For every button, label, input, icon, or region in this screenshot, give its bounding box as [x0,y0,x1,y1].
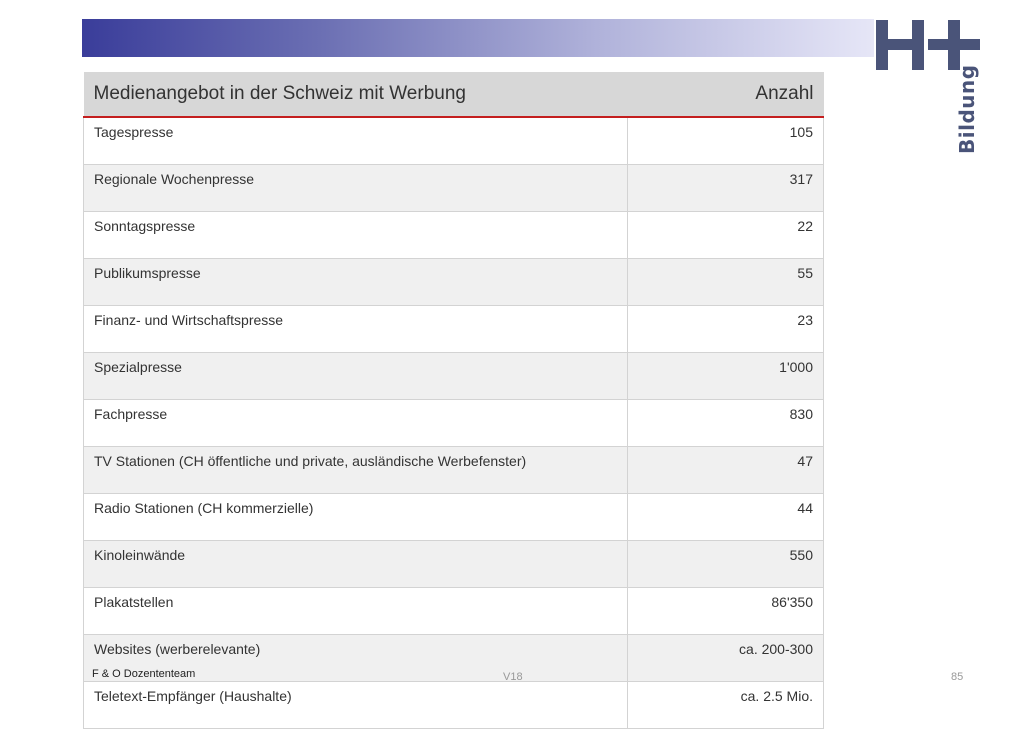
table-row [84,541,824,588]
table-row [84,447,824,494]
row-name: Websites (werberelevante) [84,635,628,682]
row-count: 317 [628,165,824,212]
row-count: 86'350 [628,588,824,635]
row-name: Spezialpresse [84,353,628,400]
row-count: 105 [628,117,824,165]
table-row [84,212,824,259]
row-name: TV Stationen (CH öffentliche und private, ausländische Werbefenster) [84,447,628,494]
row-name: Teletext-Empfänger (Haushalte) [84,682,628,729]
media-table [83,72,824,729]
row-name: Finanz- und Wirtschaftspresse [84,306,628,353]
header-gradient-bar [82,19,874,57]
row-name: Kinoleinwände [84,541,628,588]
table-row [84,588,824,635]
table-header-row [84,72,824,117]
row-name: Publikumspresse [84,259,628,306]
header-count: Anzahl [628,72,824,117]
row-count: 550 [628,541,824,588]
row-count: 1'000 [628,353,824,400]
row-count: 55 [628,259,824,306]
row-count: 830 [628,400,824,447]
table-row [84,494,824,541]
footer-version: V18 [503,671,523,683]
row-name: Fachpresse [84,400,628,447]
row-name: Plakatstellen [84,588,628,635]
footer-author: F & O Dozententeam [92,668,196,680]
row-name: Sonntagspresse [84,212,628,259]
row-count: ca. 2.5 Mio. [628,682,824,729]
row-count: 47 [628,447,824,494]
table-row [84,165,824,212]
row-count: 22 [628,212,824,259]
row-name: Tagespresse [84,117,628,165]
table-row [84,682,824,729]
table-row [84,117,824,165]
table-row [84,353,824,400]
row-name: Regionale Wochenpresse [84,165,628,212]
table-row [84,259,824,306]
logo-bildung-text: Bildung [955,64,979,154]
row-count: ca. 200-300 [628,635,824,682]
row-name: Radio Stationen (CH kommerzielle) [84,494,628,541]
header-media-offer: Medienangebot in der Schweiz mit Werbung [84,72,628,117]
page-number: 85 [951,671,964,683]
table-row [84,306,824,353]
row-count: 44 [628,494,824,541]
row-count: 23 [628,306,824,353]
table-row [84,400,824,447]
